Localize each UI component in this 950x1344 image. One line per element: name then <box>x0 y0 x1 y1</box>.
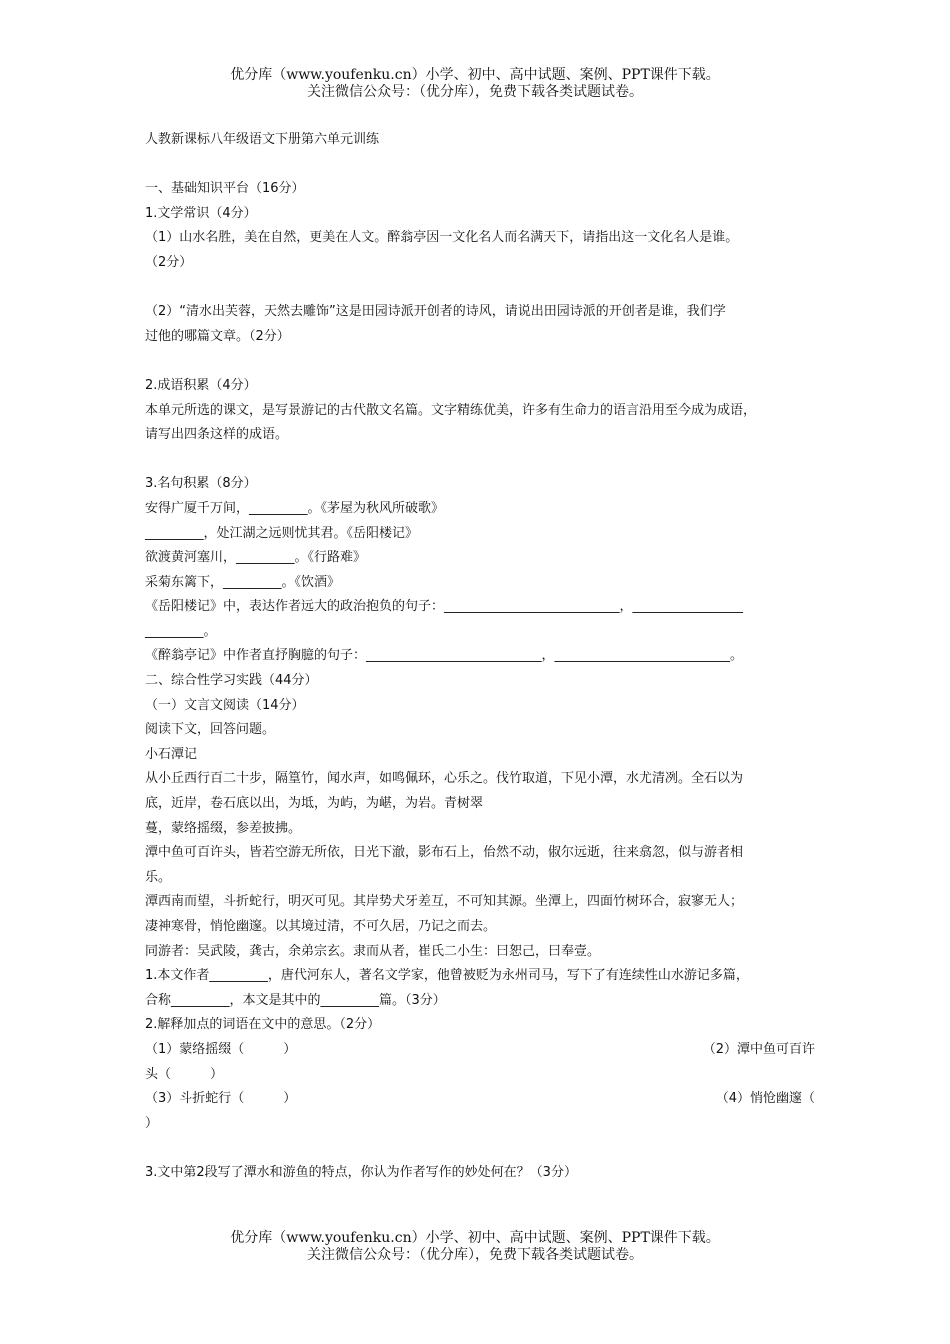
passage-para-1: 从小丘西行百二十步，隔篁竹，闻水声，如鸣佩环，心乐之。伐竹取道，下见小潭，水尤清冽。全石以为 <box>145 771 744 787</box>
q1-2-text-cont: 过他的哪篇文章。（2分） <box>145 328 290 344</box>
passage-para-2-cont: 乐。 <box>145 869 172 885</box>
passage-para-2: 潭中鱼可百许头，皆若空游无所依，日光下澈，影布石上，佁然不动，俶尔远逝，往来翕忽，似与游者相 <box>145 845 744 861</box>
reading-q2-item-4: （4）悄怆幽邃（ <box>715 1091 815 1107</box>
reading-q3: 3.文中第2段写了潭水和游鱼的特点，你认为作者写作的妙处何在？（3分） <box>145 1164 577 1180</box>
part-1-instruction: 阅读下文，回答问题。 <box>145 722 276 738</box>
passage-para-1-cont: 底，近岸，卷石底以出，为坻，为屿，为嵁，为岩。青树翠 <box>145 796 484 812</box>
q2-text-cont: 请写出四条这样的成语。 <box>145 427 289 443</box>
footer-line-2: 关注微信公众号：（优分库），免费下载各类试题试卷。 <box>307 1247 643 1263</box>
passage-para-4: 同游者：吴武陵，龚古，余弟宗玄。隶而从者，崔氏二小生：曰恕己，曰奉壹。 <box>145 943 601 959</box>
document-title: 人教新课标八年级语文下册第六单元训练 <box>145 132 380 147</box>
q1-1-score: （2分） <box>145 254 193 270</box>
section-2-heading: 二、综合性学习实践（44分） <box>145 673 318 689</box>
passage-para-1-cont2: 蔓，蒙络摇缀，参差披拂。 <box>145 820 302 836</box>
header-line-2: 关注微信公众号：（优分库），免费下载各类试题试卷。 <box>307 84 643 100</box>
page-footer <box>0 1230 950 1264</box>
reading-q2-heading: 2.解释加点的词语在文中的意思。（2分） <box>145 1017 381 1033</box>
q3-line-7: 《醉翁亭记》中作者直抒胸臆的句子：___________________________，___________________________。 <box>145 648 744 664</box>
q3-line-4: 采菊东篱下，_________。《饮酒》 <box>145 574 341 590</box>
part-1-heading: （一）文言文阅读（14分） <box>145 697 305 713</box>
q1-2-text: （2）“清水出芙蓉，天然去雕饰”这是田园诗派开创者的诗风，请说出田园诗派的开创者是谁，我们学 <box>145 304 726 320</box>
reading-q2-item-4-cont: ） <box>145 1115 159 1131</box>
reading-q1: 1.本文作者_________，唐代河东人，著名文学家，他曾被贬为永州司马，写下了有连续性山水游记多篇， <box>145 968 749 984</box>
reading-q1-cont: 合称_________，本文是其中的_________篇。（3分） <box>145 992 446 1008</box>
reading-q2-item-2-cont: 头（ ） <box>145 1066 224 1082</box>
q3-heading: 3.名句积累（8分） <box>145 476 257 492</box>
q3-line-5: 《岳阳楼记》中，表达作者远大的政治抱负的句子：___________________________，_________________ <box>145 599 744 615</box>
passage-para-3-cont: 凄神寒骨，悄怆幽邃。以其境过清，不可久居，乃记之而去。 <box>145 919 497 934</box>
q3-line-6: _________。 <box>145 623 217 639</box>
section-1-heading: 一、基础知识平台（16分） <box>145 181 305 197</box>
footer-line-1: 优分库（www.youfenku.cn）小学、初中、高中试题、案例、PPT课件下载。 <box>230 1230 720 1246</box>
page-header <box>0 67 950 101</box>
q2-heading: 2.成语积累（4分） <box>145 377 257 393</box>
header-line-1: 优分库（www.youfenku.cn）小学、初中、高中试题、案例、PPT课件下载。 <box>230 67 720 83</box>
q2-text: 本单元所选的课文，是写景游记的古代散文名篇。文字精练优美，许多有生命力的语言沿用至今成为成语， <box>145 402 757 418</box>
passage-title: 小石潭记 <box>145 746 198 762</box>
document-body <box>145 128 815 1186</box>
reading-q2-row-2 <box>145 1087 815 1112</box>
q3-line-3: 欲渡黄河塞川，_________。《行路难》 <box>145 550 367 566</box>
q3-line-2: _________，处江湖之远则忧其君。《岳阳楼记》 <box>145 525 419 541</box>
q1-heading: 1.文学常识（4分） <box>145 205 257 221</box>
passage-para-3: 潭西南而望，斗折蛇行，明灭可见。其岸势犬牙差互，不可知其源。坐潭上，四面竹树环合，寂寥无人； <box>145 894 744 910</box>
q1-1-text: （1）山水名胜，美在自然，更美在人文。醉翁亭因一文化名人而名满天下，请指出这一文化名人是谁。 <box>145 230 739 246</box>
reading-q2-item-2: （2）潭中鱼可百许 <box>702 1041 815 1057</box>
reading-q2-item-3: （3）斗折蛇行（ ） <box>145 1091 297 1107</box>
reading-q2-item-1: （1）蒙络摇缀（ ） <box>145 1041 297 1057</box>
q3-line-1: 安得广厦千万间，_________。《茅屋为秋风所破歌》 <box>145 500 445 516</box>
reading-q2-row-1 <box>145 1038 815 1063</box>
